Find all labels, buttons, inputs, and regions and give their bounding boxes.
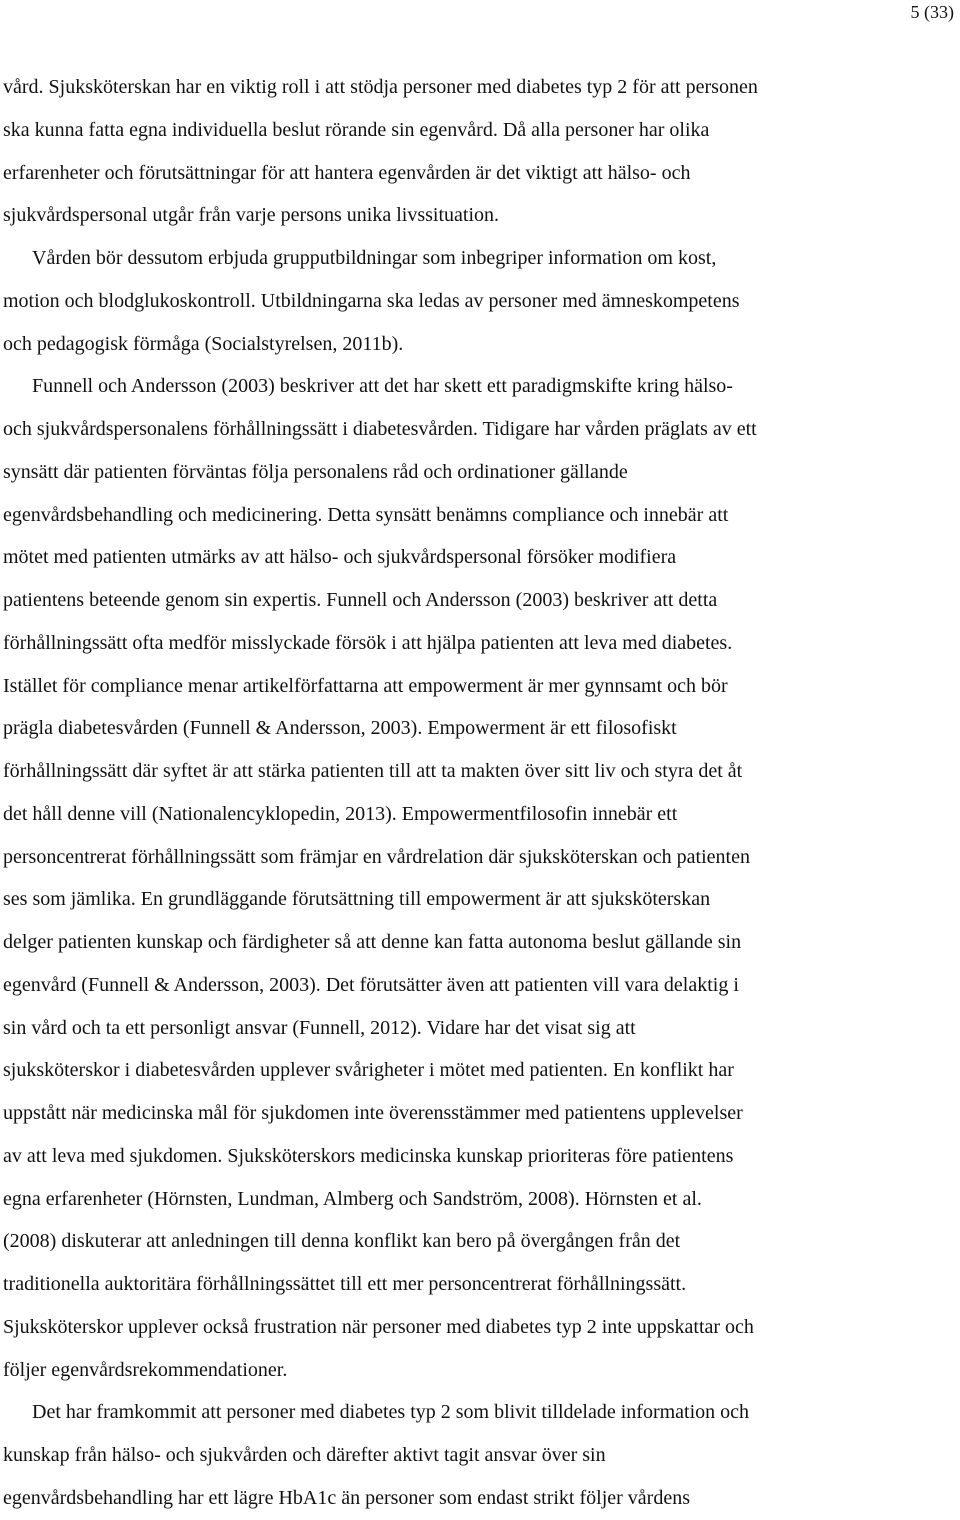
text-line: Det har framkommit att personer med diabetes typ 2 som blivit tilldelade information och — [32, 1401, 750, 1424]
text-line: sin vård och ta ett personligt ansvar (Funnell, 2012). Vidare har det visat sig att — [3, 1016, 636, 1039]
body-text — [3, 66, 958, 1520]
text-line: ses som jämlika. En grundläggande förutsättning till empowerment är att sjuksköterskan — [3, 888, 711, 911]
text-line: och sjukvårdspersonalens förhållningssätt i diabetesvården. Tidigare har vården präglats av ett — [3, 418, 757, 440]
text-line: förhållningssätt ofta medför misslyckade försök i att hjälpa patienten att leva med diabetes. — [3, 631, 733, 654]
text-line: Sjuksköterskor upplever också frustration när personer med diabetes typ 2 inte uppskattar och — [3, 1315, 754, 1338]
text-line: synsätt där patienten förväntas följa personalens råd och ordinationer gällande — [3, 460, 628, 483]
text-line: och pedagogisk förmåga (Socialstyrelsen, 2011b). — [3, 332, 404, 355]
text-line: prägla diabetesvården (Funnell & Andersson, 2003). Empowerment är ett filosofiskt — [3, 717, 677, 740]
text-line: sjuksköterskor i diabetesvården upplever svårigheter i mötet med patienten. En konflikt har — [3, 1059, 734, 1082]
text-line: ska kunna fatta egna individuella beslut rörande sin egenvård. Då alla personer har olika — [3, 118, 710, 141]
text-line: delger patienten kunskap och färdigheter så att denne kan fatta autonoma beslut gällande sin — [3, 931, 742, 953]
text-line: förhållningssätt där syftet är att stärka patienten till att ta makten över sitt liv och styra det åt — [3, 760, 743, 782]
text-line: vård. Sjuksköterskan har en viktig roll i att stödja personer med diabetes typ 2 för att personen — [3, 76, 758, 98]
text-line: mötet med patienten utmärks av att hälso- och sjukvårdspersonal försöker modifiera — [3, 546, 677, 569]
text-line: kunskap från hälso- och sjukvården och därefter aktivt tagit ansvar över sin — [3, 1444, 606, 1466]
text-line: egenvårdsbehandling har ett lägre HbA1c än personer som endast strikt följer vårdens — [3, 1486, 690, 1509]
text-line: Funnell och Andersson (2003) beskriver att det har skett ett paradigmskifte kring hälso- — [32, 375, 733, 398]
text-line: traditionella auktoritära förhållningssättet till ett mer personcentrerat förhållningssätt. — [3, 1273, 687, 1295]
page-number: 5 (33) — [910, 2, 954, 22]
text-line: följer egenvårdsrekommendationer. — [3, 1358, 288, 1381]
text-line: uppstått när medicinska mål för sjukdomen inte överensstämmer med patientens upplevelser — [3, 1102, 743, 1124]
text-line: motion och blodglukoskontroll. Utbildningarna ska ledas av personer med ämneskompetens — [3, 289, 740, 312]
text-line: Istället för compliance menar artikelförfattarna att empowerment är mer gynnsamt och bör — [3, 674, 728, 697]
text-line: patientens beteende genom sin expertis. Funnell och Andersson (2003) beskriver att detta — [3, 589, 718, 611]
text-line: Vården bör dessutom erbjuda grupputbildningar som inbegriper information om kost, — [32, 247, 717, 269]
text-line: sjukvårdspersonal utgår från varje persons unika livssituation. — [3, 204, 499, 227]
text-line: av att leva med sjukdomen. Sjuksköterskors medicinska kunskap prioriteras före patientens — [3, 1144, 734, 1167]
text-line: egenvård (Funnell & Andersson, 2003). Det förutsätter även att patienten vill vara delaktig i — [3, 973, 739, 996]
text-line: (2008) diskuterar att anledningen till denna konflikt kan bero på övergången från det — [3, 1230, 681, 1253]
text-line: egna erfarenheter (Hörnsten, Lundman, Almberg och Sandström, 2008). Hörnsten et al. — [3, 1187, 702, 1210]
text-line: det håll denne vill (Nationalencyklopedin, 2013). Empowermentfilosofin innebär ett — [3, 802, 678, 825]
text-line: personcentrerat förhållningssätt som främjar en vårdrelation där sjuksköterskan och patienten — [3, 845, 750, 868]
text-line: egenvårdsbehandling och medicinering. Detta synsätt benämns compliance och innebär att — [3, 503, 729, 526]
text-line: erfarenheter och förutsättningar för att hantera egenvården är det viktigt att hälso- och — [3, 161, 691, 184]
